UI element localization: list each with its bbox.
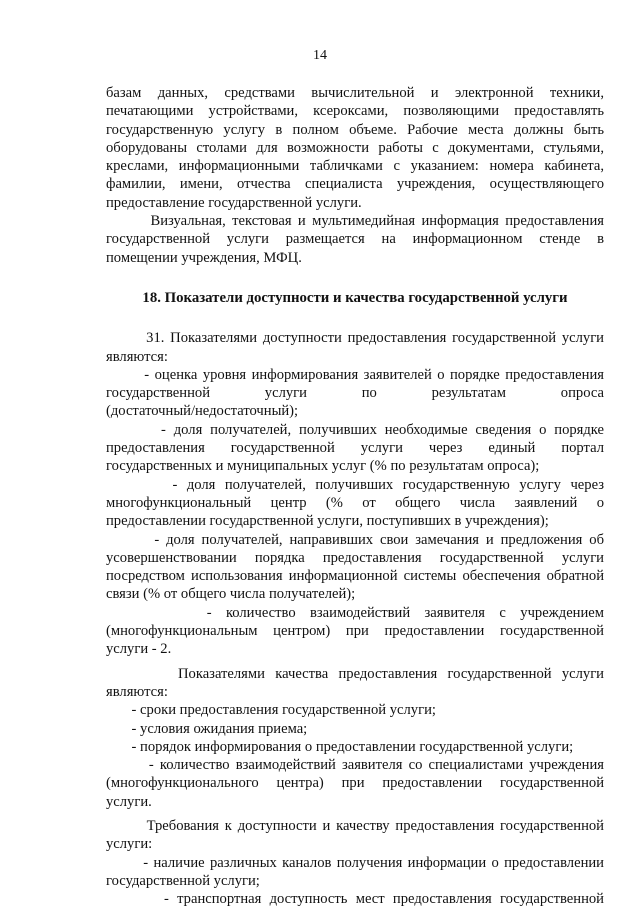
- item-31-accessibility-list: [106, 329, 604, 658]
- list-item: - порядок информирования о предоставлении государственной услуги;: [106, 738, 574, 755]
- text-line: (многофункциональным центром) при предоставлении государственной: [106, 623, 604, 640]
- list-item: - сроки предоставления государственной услуги;: [106, 702, 436, 719]
- text-line: печатающими устройствами, ксероксами, позволяющими предоставлять: [106, 103, 604, 120]
- section-heading: 18. Показатели доступности и качества государственной услуги: [142, 289, 568, 306]
- document-body: [106, 84, 604, 908]
- list-item: - оценка уровня информирования заявителей о порядке предоставления: [106, 366, 604, 383]
- text-line: креслами, информационными табличками с указанием: номера кабинета,: [106, 158, 604, 175]
- list-item: - условия ожидания приема;: [106, 720, 308, 737]
- page-number: 14: [313, 48, 327, 63]
- text-line: 31. Показателями доступности предоставления государственной услуги: [106, 330, 604, 347]
- quality-indicators-list: [106, 665, 604, 811]
- text-line: государственную услугу в полном объеме. Рабочие места должны быть: [106, 121, 604, 138]
- text-line: услуги.: [106, 793, 152, 810]
- text-line: являются:: [106, 348, 168, 365]
- text-line: Требования к доступности и качеству предоставления государственной: [106, 817, 604, 834]
- text-line: фамилии, имени, отчества специалиста учреждения, осуществляющего: [106, 176, 604, 193]
- text-line: усовершенствовании порядка предоставления государственной услуги: [106, 549, 604, 566]
- text-line: посредством использования информационной системы обеспечения обратной: [106, 568, 604, 585]
- text-line: (достаточный/недостаточный);: [106, 403, 299, 420]
- text-line: связи (% от общего числа получателей);: [106, 586, 356, 603]
- text-line: государственной услуги размещается на информационном стенде в: [106, 231, 604, 248]
- list-item: - транспортная доступность мест предоставления государственной: [106, 891, 604, 908]
- intro-paragraph: [106, 84, 604, 212]
- text-line: предоставление государственной услуги.: [106, 194, 362, 211]
- text-line: услуги - 2.: [106, 641, 172, 658]
- text-line: базам данных, средствами вычислительной и электронной техники,: [106, 85, 604, 101]
- text-line: (многофункционального центра) при предоставлении государственной: [106, 775, 604, 792]
- requirements-list: [106, 817, 604, 908]
- text-line: Показателями качества предоставления государственной услуги: [106, 665, 604, 682]
- text-line: услуги:: [106, 836, 153, 853]
- text-line: являются:: [106, 683, 168, 700]
- text-line: государственной услуги по результатам опроса: [106, 385, 604, 402]
- text-line: Визуальная, текстовая и мультимедийная информация предоставления: [106, 213, 604, 230]
- list-item: - количество взаимодействий заявителя с учреждением: [106, 604, 604, 621]
- text-line: предоставлении государственной услуги, поступивших в учреждения);: [106, 513, 549, 530]
- text-line: государственных и муниципальных услуг (% по результатам опроса);: [106, 458, 540, 475]
- list-item: - доля получателей, получивших необходимые сведения о порядке: [106, 421, 604, 438]
- list-item: - доля получателей, направивших свои замечания и предложения об: [106, 531, 604, 548]
- list-item: - доля получателей, получивших государственную услугу через: [106, 476, 604, 493]
- text-line: государственной услуги;: [106, 872, 260, 889]
- text-line: помещении учреждения, МФЦ.: [106, 249, 302, 266]
- text-line: предоставления государственной услуги через единый портал: [106, 440, 604, 457]
- text-line: многофункциональный центр (% от общего числа заявлений о: [106, 494, 604, 511]
- list-item: - наличие различных каналов получения информации о предоставлении: [106, 854, 604, 871]
- text-line: оборудованы столами для возможности работы с документами, стульями,: [106, 139, 604, 156]
- list-item: - количество взаимодействий заявителя со специалистами учреждения: [106, 757, 604, 774]
- visual-info-paragraph: [106, 212, 604, 267]
